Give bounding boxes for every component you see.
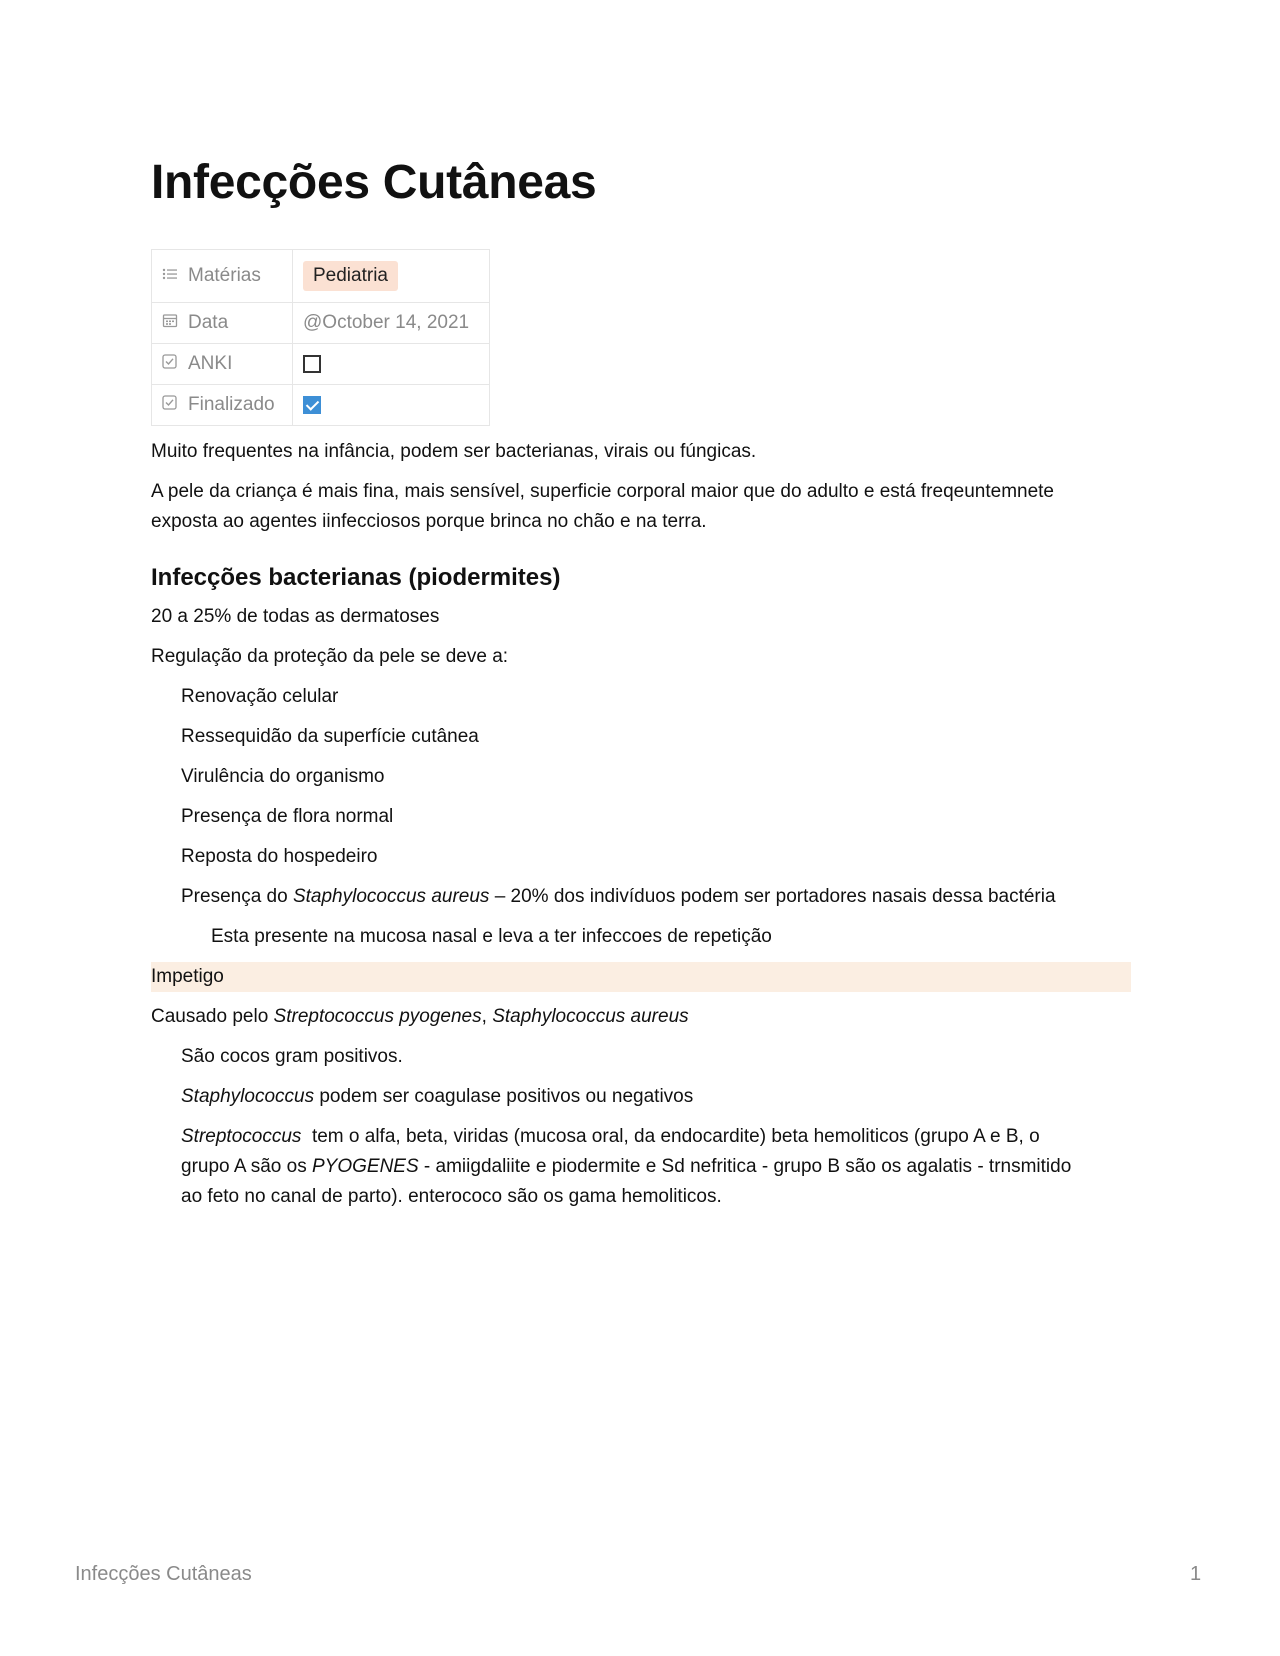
paragraph-intro: Muito frequentes na infância, podem ser bacterianas, virais ou fúngicas. <box>151 441 757 462</box>
footer-title: Infecções Cutâneas <box>75 1563 252 1585</box>
impetigo-heading: Impetigo <box>151 962 1131 992</box>
list-item: Presença de flora normal <box>181 806 394 827</box>
property-row-materias <box>152 250 490 303</box>
checkbox-prop-icon <box>162 394 180 416</box>
property-row-finalizado <box>152 385 490 426</box>
finalizado-checkbox[interactable] <box>303 396 321 414</box>
list-item-strep-line1: Streptococcus tem o alfa, beta, viridas (mucosa oral, da endocardite) beta hemoliticos (grupo A e B, o <box>181 1126 1040 1147</box>
list-item-staph-coag: Staphylococcus podem ser coagulase positivos ou negativos <box>181 1086 694 1107</box>
property-label-materias: Matérias <box>188 265 261 286</box>
calendar-icon <box>162 312 180 334</box>
page-title: Infecções Cutâneas <box>151 156 597 209</box>
list-item: Reposta do hospedeiro <box>181 846 378 867</box>
regulation-intro: Regulação da proteção da pele se deve a: <box>151 646 509 667</box>
impetigo-cause: Causado pelo Streptococcus pyogenes, Staphylococcus aureus <box>151 1006 689 1027</box>
footer-page-number: 1 <box>1190 1563 1202 1585</box>
property-label-finalizado: Finalizado <box>188 394 275 415</box>
checkbox-prop-icon <box>162 353 180 375</box>
property-row-data <box>152 303 490 344</box>
date-value[interactable]: @October 14, 2021 <box>293 303 490 344</box>
properties-table <box>151 249 490 426</box>
list-item: Ressequidão da superfície cutânea <box>181 726 479 747</box>
paragraph-skin-line1: A pele da criança é mais fina, mais sensível, superficie corporal maior que do adulto e está freqeuntemnete <box>151 481 1055 502</box>
tag-pediatria[interactable]: Pediatria <box>303 261 398 291</box>
property-label-anki: ANKI <box>188 353 233 374</box>
property-row-anki <box>152 344 490 385</box>
list-item-strep-line2: grupo A são os PYOGENES - amiigdaliite e piodermite e Sd nefritica - grupo B são os agalatis - trnsmitido <box>181 1156 1072 1177</box>
section-heading-bacterial: Infecções bacterianas (piodermites) <box>151 564 561 591</box>
stat-text: 20 a 25% de todas as dermatoses <box>151 606 440 627</box>
anki-checkbox[interactable] <box>303 355 321 373</box>
list-item: São cocos gram positivos. <box>181 1046 403 1067</box>
property-label-data: Data <box>188 312 229 333</box>
paragraph-skin-line2: exposta ao agentes iinfecciosos porque brinca no chão e na terra. <box>151 511 707 532</box>
list-item: Renovação celular <box>181 686 339 707</box>
list-item: Virulência do organismo <box>181 766 385 787</box>
list-subitem: Esta presente na mucosa nasal e leva a ter infeccoes de repetição <box>211 926 772 947</box>
list-icon <box>162 265 180 287</box>
list-item-staph: Presença do Staphylococcus aureus – 20% dos indivíduos podem ser portadores nasais dessa bactéria <box>181 886 1056 907</box>
list-item-strep-line3: ao feto no canal de parto). enterococo são os gama hemoliticos. <box>181 1186 722 1207</box>
